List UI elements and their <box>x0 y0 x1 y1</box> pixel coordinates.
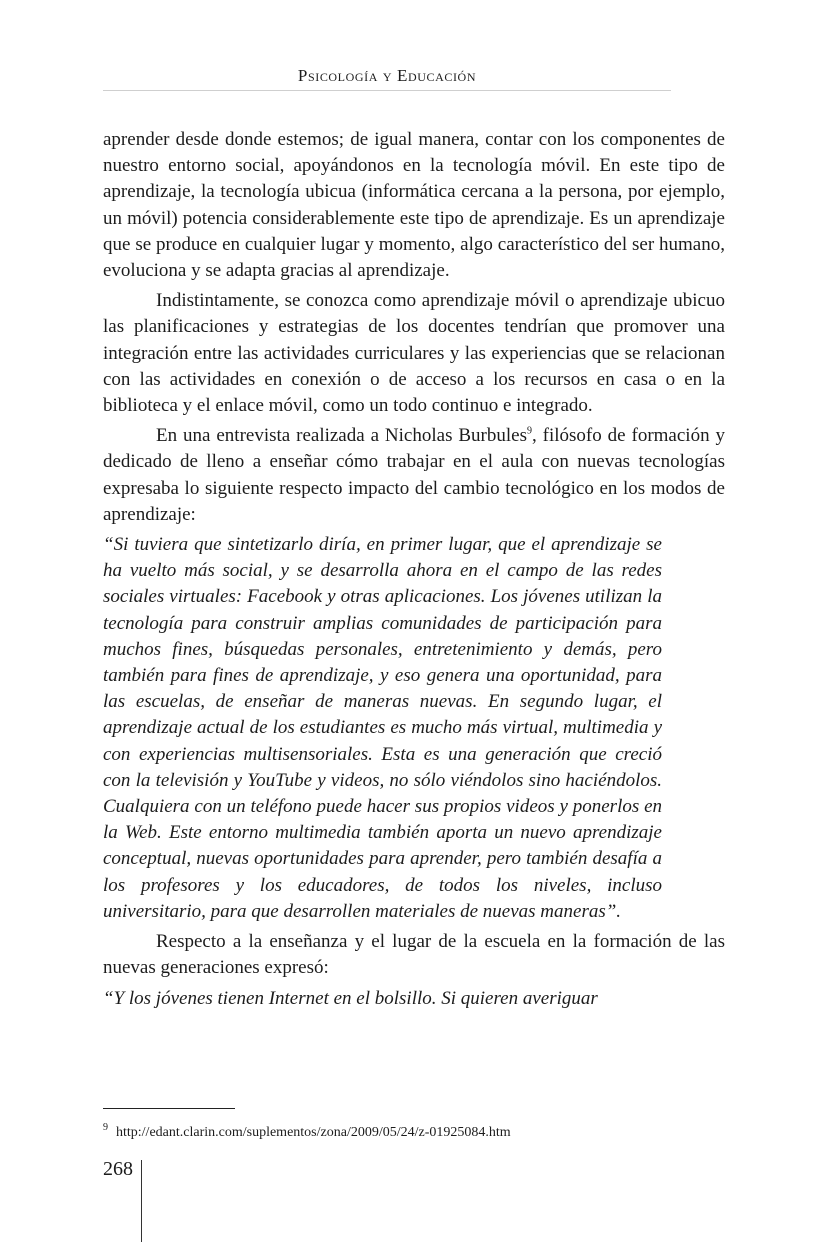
page-body <box>103 127 725 1016</box>
running-header: Psicología y Educación <box>297 66 477 85</box>
block-quote-start: “Y los jóvenes tienen Internet en el bolsillo. Si quieren averiguar <box>103 987 598 1009</box>
footnote-url[interactable]: http://edant.clarin.com/suplementos/zona/2009/05/24/z-01925084.htm <box>116 1125 511 1140</box>
paragraph-continued: aprender desde donde estemos; de igual manera, contar con los componentes de nuestro entorno social, apoyándonos en la tecnología móvil. En este tipo de aprendizaje, la tecnología ubicua (informática cercana a la persona, por ejemplo, un móvil) potencia considerablemente este tipo de aprendizaje. Es un aprendizaje que se produce en cualquier lugar y momento, algo característico del ser humano, evoluciona y se adapta gracias al aprendizaje. <box>103 129 725 282</box>
footnote-reference[interactable]: 9 <box>526 425 532 437</box>
paragraph-burbules <box>103 423 725 528</box>
paragraph-text: En una entrevista realizada a Nicholas Burbules <box>156 425 527 447</box>
paragraph: Indistintamente, se conozca como aprendizaje móvil o aprendizaje ubicuo las planificaciones y estrategias de los docentes tendrían que promover una integración entre las actividades curriculares y las experiencias que se relacionan con las actividades en conexión o de acceso a los recursos en casa o en la biblioteca y el enlace móvil, como un todo continuo e integrado. <box>103 290 725 417</box>
header-divider <box>103 90 671 91</box>
footnote-number: 9 <box>103 1122 108 1134</box>
page-number-rule <box>141 1160 142 1242</box>
paragraph-text: , filósofo de formación y dedicado de lleno a enseñar cómo trabajar en el aula con nuevas tecnologías expresaba lo siguiente respecto impacto del cambio tecnológico en los modos de aprendizaje: <box>103 425 725 525</box>
footnote-divider <box>103 1108 235 1109</box>
paragraph: Respecto a la enseñanza y el lugar de la escuela en la formación de las nuevas generaciones expresó: <box>103 931 725 979</box>
footnote <box>103 1122 511 1141</box>
block-quote: “Si tuviera que sintetizarlo diría, en primer lugar, que el aprendizaje se ha vuelto más social, y se desarrolla ahora en el campo de las redes sociales virtuales: Facebook y otras aplicaciones. Los jóvenes utilizan la tecnología para construir amplias comunidades de participación para muchos fines, búsquedas personales, entretenimiento y demás, pero también para fines de aprendizaje, y eso genera una oportunidad, para las escuelas, de enseñar de maneras nuevas. En segundo lugar, el aprendizaje actual de los estudiantes es mucho más virtual, multimedia y con experiencias multisensoriales. Esta es una generación que creció con la televisión y YouTube y videos, no sólo viéndolos sino haciéndolos. Cualquiera con un teléfono puede hacer sus propios videos y ponerlos en la Web. Este entorno multimedia también aporta un nuevo aprendizaje conceptual, nuevas oportunidades para aprender, pero también desafía a los profesores y los educadores, de todos los niveles, incluso universitario, para que desarrollen materiales de nuevas maneras”. <box>103 534 662 922</box>
page-number: 268 <box>103 1158 133 1180</box>
